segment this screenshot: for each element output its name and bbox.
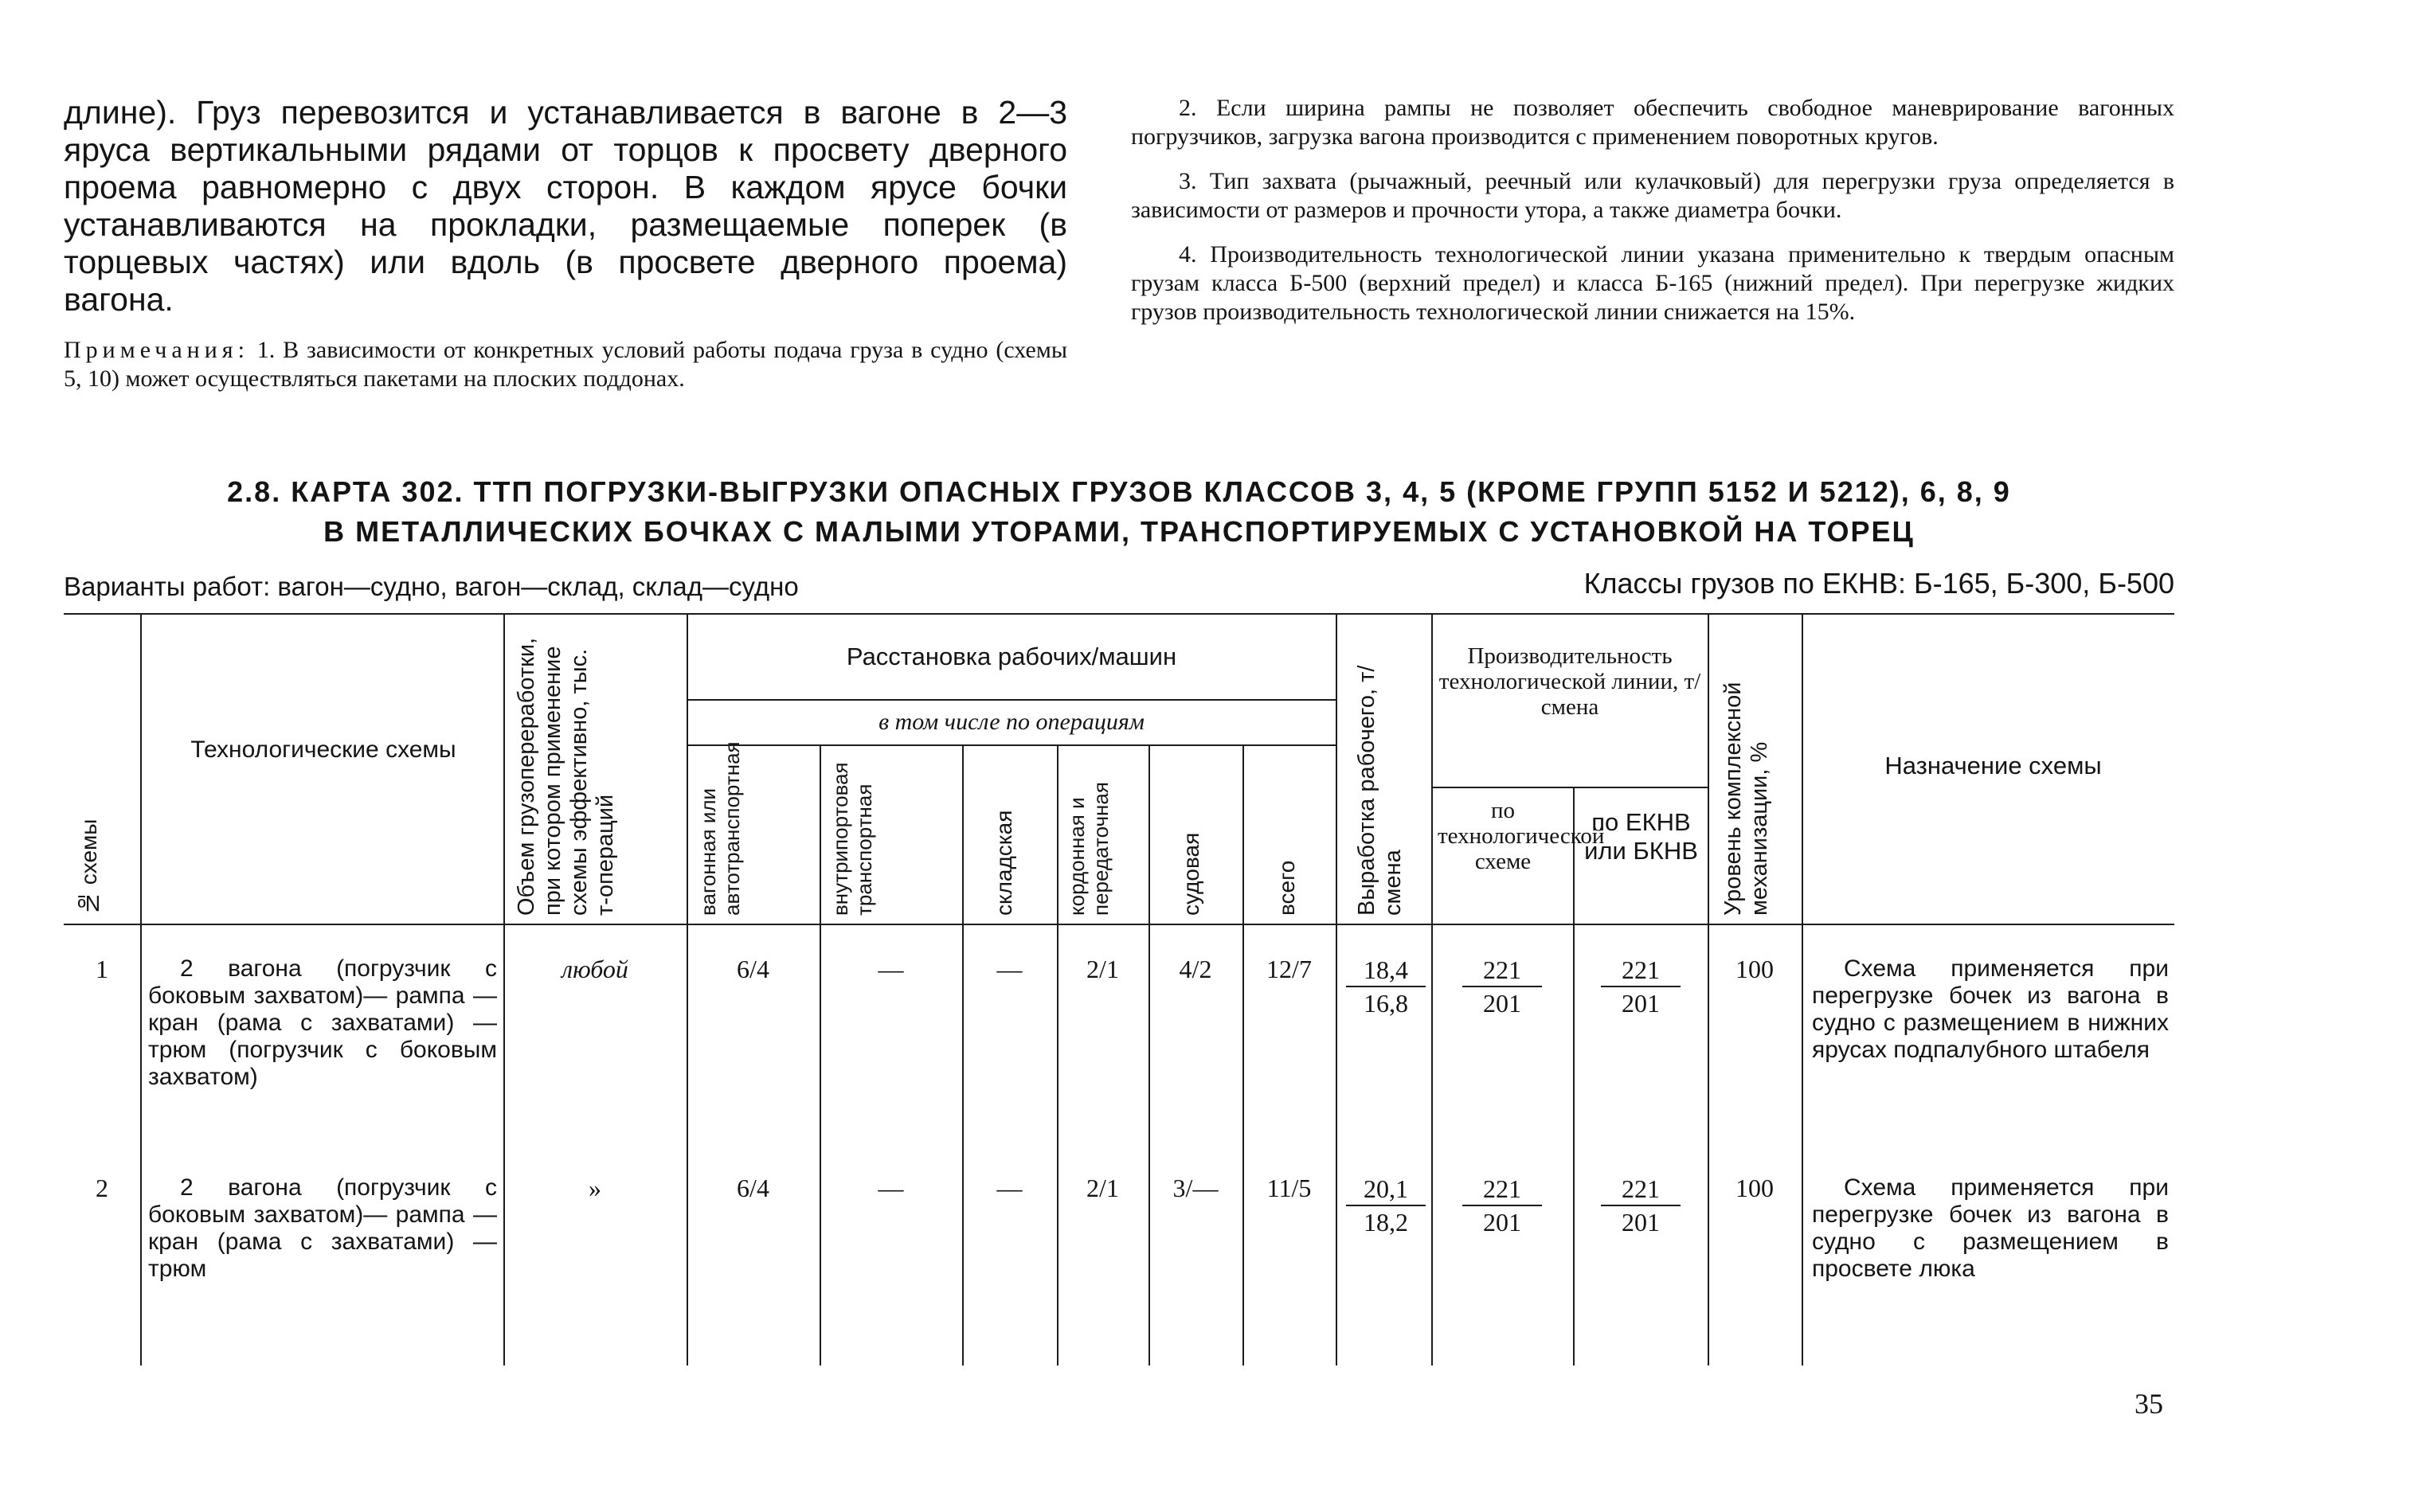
output-lower: 18,2	[1364, 1208, 1408, 1237]
header-volume: Объем грузопереработки, при котором применение схемы эффективно, тыс. т-операций	[514, 637, 618, 916]
header-total: всего	[1274, 860, 1299, 916]
row-ship: 4/2	[1179, 955, 1212, 983]
row-output	[1346, 955, 1426, 1018]
note-4: 4. Производительность технологической линии указана применительно к твердым опасным грузам класса Б-500 (верхний предел) и класса Б-165 (нижний предел). При перегрузке жидких грузов производительность технологической линии снижается на 15%.	[1131, 241, 2174, 325]
col-divider	[687, 613, 688, 1365]
row-volume: »	[589, 1174, 601, 1202]
row-num: 2	[96, 1174, 108, 1202]
row-warehouse: —	[996, 955, 1023, 983]
page-number: 35	[2135, 1388, 2163, 1420]
row-total: 11/5	[1266, 1174, 1312, 1202]
productivity-rule	[1431, 787, 1708, 788]
row-wagon: 6/4	[737, 955, 769, 983]
col-divider	[140, 613, 142, 1365]
output-upper: 20,1	[1346, 1174, 1426, 1206]
col-divider	[1573, 787, 1575, 1365]
productivity-upper: 221	[1462, 1174, 1542, 1206]
row-output	[1346, 1174, 1426, 1237]
header-by-scheme: по технологической схеме	[1438, 798, 1605, 874]
row-volume: любой	[562, 955, 628, 983]
ops-rule	[687, 744, 1336, 746]
row-ship: 3/—	[1172, 1174, 1219, 1202]
ekhv-lower: 201	[1622, 1208, 1660, 1237]
header-wagon: вагонная или автотранспортная	[696, 741, 744, 916]
row-warehouse: —	[996, 1174, 1023, 1202]
row-cordon: 2/1	[1086, 955, 1119, 983]
productivity-upper: 221	[1462, 955, 1542, 987]
note-label: Примечания:	[64, 337, 249, 363]
ekhv-upper: 221	[1601, 955, 1681, 987]
intro-paragraph: длине). Груз перевозится и устанавливается в вагоне в 2—3 яруса вертикальными рядами от торцов к просвету дверного проема равномерно с двух сторон. В каждом ярусе бочки устанавливаются на прокладки, размещаемые поперек (в торцевых частях) или вдоль (в просвете дверного проема) вагона.	[64, 94, 1067, 318]
header-bottom-rule	[64, 924, 2174, 925]
section-title-line-1: 2.8. КАРТА 302. ТТП ПОГРУЗКИ-ВЫГРУЗКИ ОПАСНЫХ ГРУЗОВ КЛАССОВ 3, 4, 5 (КРОМЕ ГРУПП 5152 И 5212), 6, 8, 9	[227, 475, 2011, 508]
row-num: 1	[96, 955, 108, 983]
header-mech-level: Уровень комплексной механизации, %	[1720, 682, 1772, 916]
section-title-line-2: В МЕТАЛЛИЧЕСКИХ БОЧКАХ С МАЛЫМИ УТОРАМИ, ТРАНСПОРТИРУЕМЫХ С УСТАНОВКОЙ НА ТОРЕЦ	[323, 515, 1915, 548]
note-3: 3. Тип захвата (рычажный, реечный или кулачковый) для перегрузки груза определяется в зависимости от размеров и прочности утора, а также диаметра бочки.	[1131, 168, 2174, 223]
ekhv-upper: 221	[1601, 1174, 1681, 1206]
header-tech-schemes: Технологические схемы	[190, 736, 456, 763]
header-by-operations: в том числе по операциям	[878, 709, 1145, 735]
row-purpose: Схема применяется при перегрузке бочек из вагона в судно с размещением в просвете люка	[1812, 1174, 2169, 1282]
productivity-lower: 201	[1483, 1208, 1521, 1237]
header-num: № схемы	[76, 819, 101, 916]
row-internal: —	[878, 955, 904, 983]
row-mech: 100	[1735, 1174, 1774, 1202]
ekhv-lower: 201	[1622, 989, 1660, 1018]
row-mech: 100	[1735, 955, 1774, 983]
col-divider	[1431, 613, 1433, 1365]
placement-rule	[687, 699, 1336, 701]
note-text: 1. В зависимости от конкретных условий работы подача груза в судно (схемы 5, 10) может осуществляться пакетами на плоских поддонах.	[64, 337, 1067, 392]
col-divider	[1708, 613, 1709, 1365]
row-wagon: 6/4	[737, 1174, 769, 1202]
row-ekhv	[1601, 1174, 1681, 1237]
note-2: 2. Если ширина рампы не позволяет обеспечить свободное маневрирование вагонных погрузчиков, загрузка вагона производится с применением поворотных кругов.	[1131, 95, 2174, 150]
header-placement: Расстановка рабочих/машин	[846, 643, 1177, 670]
output-upper: 18,4	[1346, 955, 1426, 987]
row-scheme: 2 вагона (погрузчик с боковым захватом)— рампа — кран (рама с захватами) — трюм	[148, 1174, 497, 1282]
header-cordon: кордонная и передаточная	[1065, 782, 1113, 916]
header-warehouse: складская	[992, 810, 1016, 916]
header-ship: судовая	[1179, 832, 1203, 916]
row-productivity	[1462, 1174, 1542, 1237]
row-productivity	[1462, 955, 1542, 1018]
row-internal: —	[878, 1174, 904, 1202]
intro-column	[64, 94, 1067, 393]
row-scheme: 2 вагона (погрузчик с боковым захватом)— рампа — кран (рама с захватами) — трюм (погрузчик с боковым захватом)	[148, 955, 497, 1090]
output-lower: 16,8	[1364, 989, 1408, 1018]
productivity-lower: 201	[1483, 989, 1521, 1018]
work-variants: Варианты работ: вагон—судно, вагон—склад, склад—судно	[64, 572, 799, 601]
col-divider	[503, 613, 505, 1365]
cargo-classes: Классы грузов по ЕКНВ: Б-165, Б-300, Б-500	[1583, 567, 2174, 600]
col-divider	[1336, 613, 1337, 1365]
row-total: 12/7	[1266, 955, 1312, 983]
notes-column	[1131, 94, 2174, 342]
header-purpose: Назначение схемы	[1884, 752, 2102, 779]
row-cordon: 2/1	[1086, 1174, 1119, 1202]
table-top-rule	[64, 613, 2174, 615]
col-divider	[1802, 613, 1803, 1365]
row-purpose: Схема применяется при перегрузке бочек из вагона в судно с размещением в нижних ярусах подпалубного штабеля	[1812, 955, 2169, 1063]
col-divider	[962, 744, 964, 1365]
col-divider	[1242, 744, 1244, 1365]
row-ekhv	[1601, 955, 1681, 1018]
header-internal-transport: внутрипортовая транспортная	[828, 762, 876, 916]
col-divider	[1057, 744, 1058, 1365]
header-output: Выработка рабочего, т/смена	[1354, 665, 1406, 916]
col-divider	[820, 744, 821, 1365]
header-productivity: Производительность технологической линии, т/смена	[1438, 643, 1701, 720]
col-divider	[1148, 744, 1150, 1365]
note-paragraph	[64, 336, 1067, 393]
header-by-ekhv: по ЕКНВ или БКНВ	[1584, 808, 1698, 865]
